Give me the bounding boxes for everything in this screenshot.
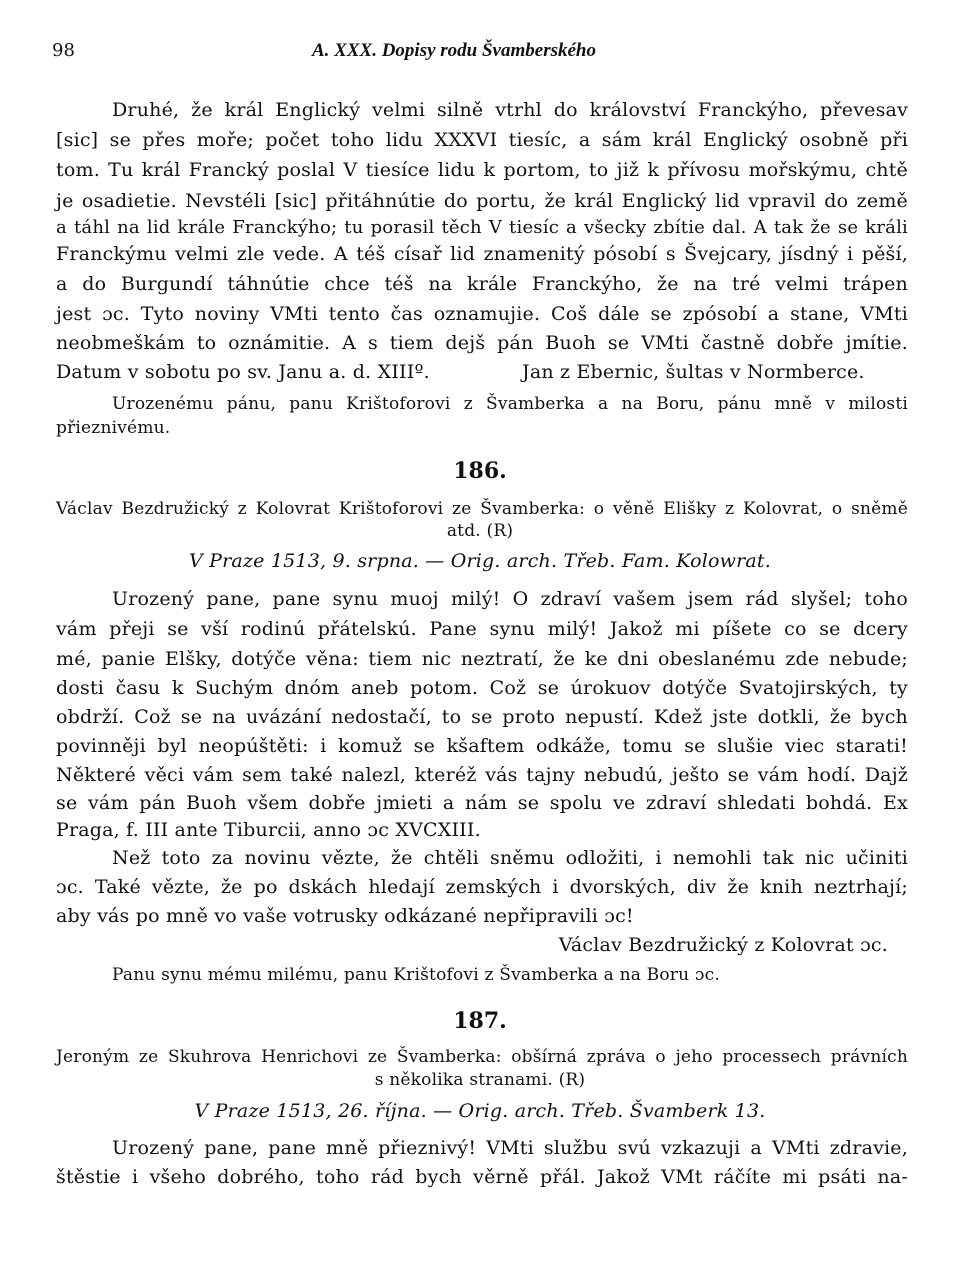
doc185-line: Franckýmu velmi zle vede. A téš císař lid znamenitý pósobí s Švejcary, jísdný i pěší, <box>56 243 908 265</box>
doc187-source: V Praze 1513, 26. října. — Orig. arch. Třeb. Švamberk 13. <box>194 1100 766 1122</box>
doc185-signature: Jan z Ebernic, šultas v Normberce. <box>522 361 865 383</box>
doc185-line: [sic] se přes moře; počet toho lidu XXXVI tiesíc, a sám král Englický osobně při <box>56 129 908 151</box>
doc186-source: V Praze 1513, 9. srpna. — Orig. arch. Třeb. Fam. Kolowrat. <box>188 550 772 572</box>
doc185-line: a táhl na lid krále Franckýho; tu porasil těch V tiesíc a všecky zbítie dal. A tak že se králi <box>56 217 908 238</box>
doc187-line: Urozený pane, pane mně přieznivý! VMti službu svú vzkazuji a VMti zdravie, <box>112 1137 908 1159</box>
doc187-number: 187. <box>453 1008 507 1034</box>
doc186-address: Panu synu mému milému, panu Krištofovi z Švamberka a na Boru ɔc. <box>112 965 720 985</box>
doc185-address-cont: přieznivému. <box>56 418 171 438</box>
doc186-line: se vám pán Buoh všem dobře jmieti a nám se spolu ve zdraví shledati bohdá. Ex <box>56 792 908 814</box>
doc186-line: mé, panie Elšky, dotýče věna: tiem nic neztratí, že ke dni obeslanému zde nebude; <box>56 648 908 670</box>
doc186-line: Než toto za novinu vězte, že chtěli sněmu odložiti, i nemohli tak nic učiniti <box>112 847 908 869</box>
doc187-line: štěstie i všeho dobrého, toho rád bych věrně přál. Jakož VMt ráčíte mi psáti na- <box>56 1166 908 1188</box>
doc185-address: Urozenému pánu, panu Krištoforovi z Švamberka a na Boru, pánu mně v milosti <box>112 394 908 414</box>
doc185-line: a do Burgundí táhnútie chce téš na krále Franckýho, že na tré velmi trápen <box>56 273 908 295</box>
doc186-line: dosti času k Suchým dnóm aneb potom. Což se úrokuov dotýče Svatojirských, ty <box>56 677 908 699</box>
doc185-line: jest ɔc. Tyto noviny VMti tento čas oznamujie. Coš dále se zpósobí a stane, VMti <box>56 303 908 325</box>
doc186-line: ɔc. Také vězte, že po dskách hledají zemských i dvorských, div že knih neztrhají; <box>56 876 908 898</box>
doc185-line: neobmeškám to oznámitie. A s tiem dejš pán Buoh se VMti častně dobře jmítie. <box>56 332 908 354</box>
doc186-signature: Václav Bezdružický z Kolovrat ɔc. <box>558 934 888 956</box>
doc185-line: Druhé, že král Englický velmi silně vtrhl do království Franckýho, převesav <box>112 99 908 121</box>
doc186-line: Urozený pane, pane synu muoj milý! O zdraví vašem jsem rád slyšel; toho <box>112 588 908 610</box>
page-number: 98 <box>52 40 75 61</box>
doc187-regest: Jeroným ze Skuhrova Henrichovi ze Švamberka: obšírná zpráva o jeho processech právních <box>56 1047 908 1067</box>
doc186-line: aby vás po mně vo vaše votrusky odkázané nepřipravili ɔc! <box>56 905 634 927</box>
doc186-line: Praga, f. III ante Tiburcii, anno ɔc XVCXIII. <box>56 819 481 841</box>
doc186-regest: Václav Bezdružický z Kolovrat Krištoforovi ze Švamberka: o věně Elišky z Kolovrat, o sněmě <box>56 499 908 519</box>
doc186-number: 186. <box>453 458 507 484</box>
doc185-datum: Datum v sobotu po sv. Janu a. d. XIIIº. <box>56 361 430 383</box>
doc185-line: tom. Tu král Francký poslal V tiesíce lidu k portom, to již k přívosu mořskýmu, chtě <box>56 159 908 181</box>
doc185-line: je osadietie. Nevstéli [sic] přitáhnútie do portu, že král Englický lid vpravil do země <box>56 190 908 212</box>
doc186-line: povinněji byl neopúštěti: i komuž se kšaftem odkáže, tomu se slušie viec starati! <box>56 735 908 757</box>
doc186-line: obdrží. Což se na uvázání nedostačí, to se proto nepustí. Kdež jste dotkli, že bych <box>56 706 908 728</box>
doc187-regest-cont: s několika stranami. (R) <box>374 1070 586 1090</box>
doc186-line: Některé věci vám sem také nalezl, kteréž vás tajny nebudú, ješto se vám hodí. Dajž <box>56 764 908 786</box>
doc186-regest-cont: atd. (R) <box>446 521 514 541</box>
running-title: A. XXX. Dopisy rodu Švamberského <box>312 40 596 61</box>
doc186-line: vám přeji se vší rodinú přátelskú. Pane synu milý! Jakož mi píšete co se dcery <box>56 618 908 640</box>
